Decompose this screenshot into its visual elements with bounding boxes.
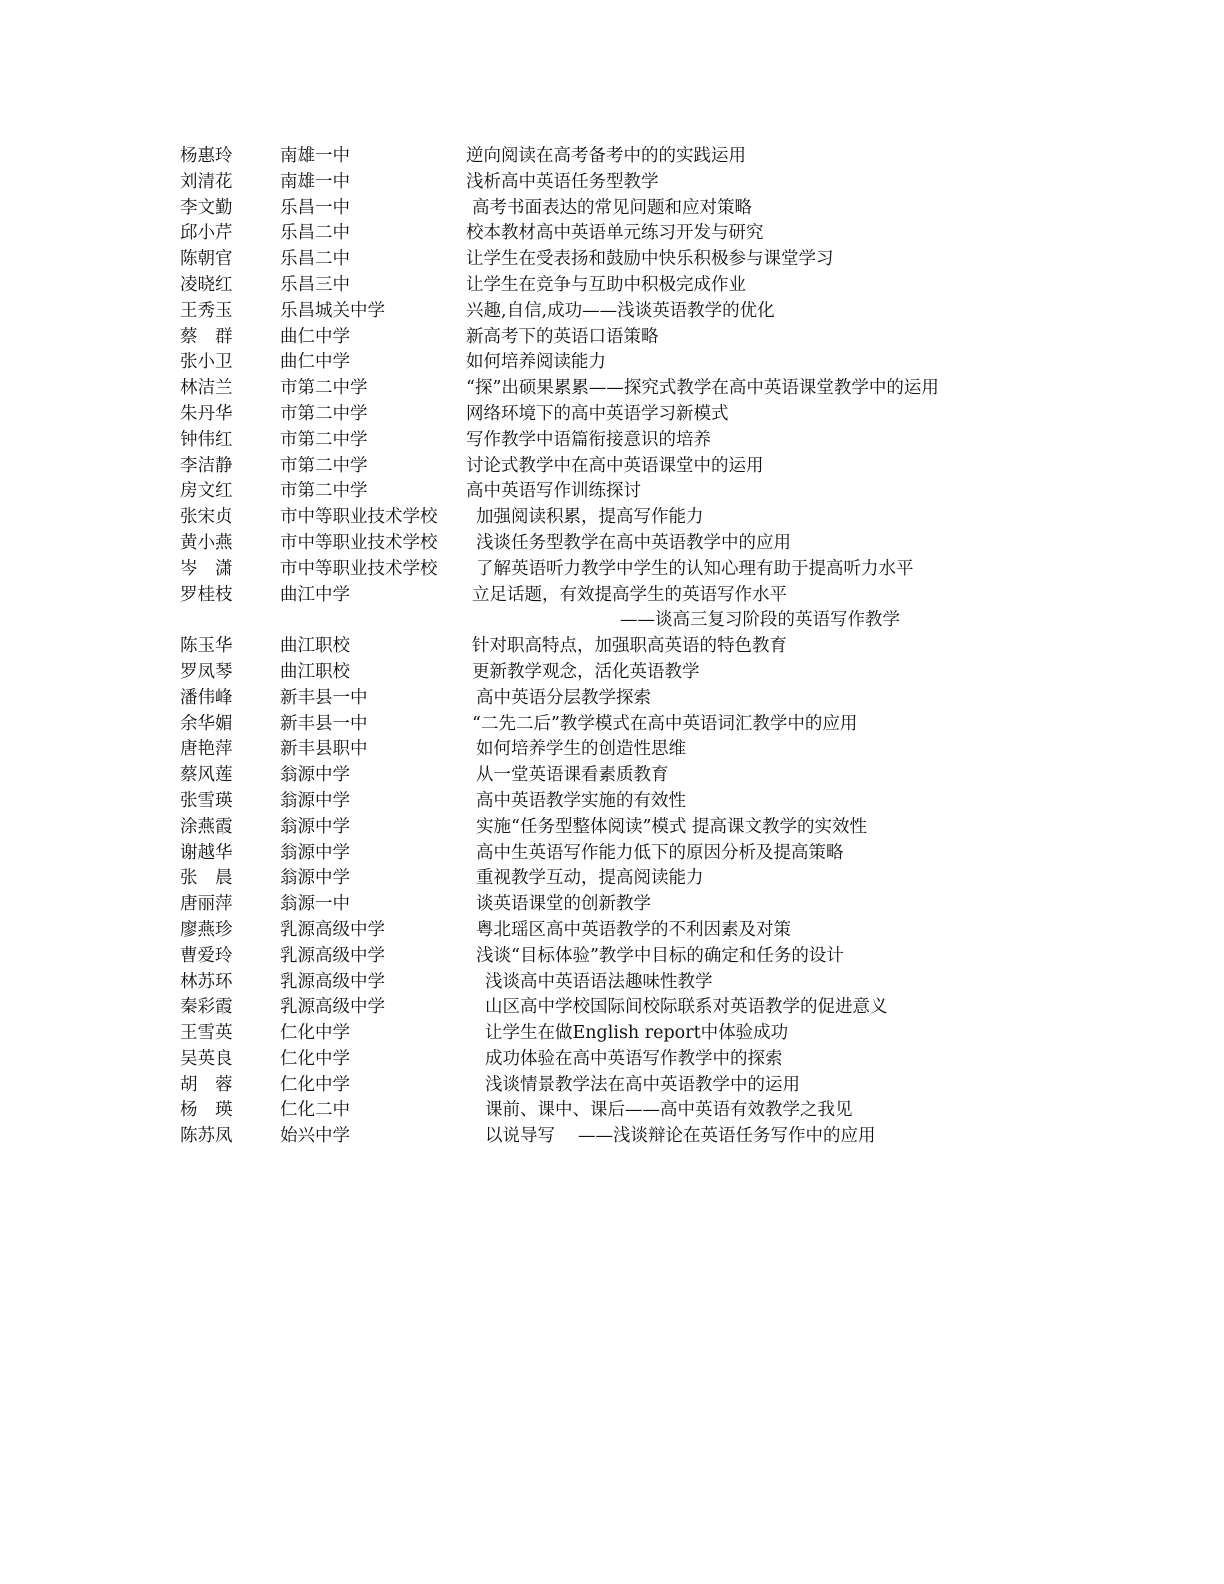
school-name: 翁源中学 bbox=[280, 765, 350, 786]
paper-title: 高中生英语写作能力低下的原因分析及提高策略 bbox=[476, 842, 844, 863]
teacher-name: 胡 蓉 bbox=[180, 1074, 233, 1095]
paper-title: 兴趣,自信,成功——浅谈英语教学的优化 bbox=[466, 300, 775, 321]
list-item bbox=[180, 221, 1080, 247]
school-name: 新丰县一中 bbox=[280, 713, 368, 734]
teacher-name: 林苏环 bbox=[180, 971, 233, 992]
paper-title: 浅析高中英语任务型教学 bbox=[466, 171, 659, 192]
paper-title: 浅谈高中英语语法趣味性教学 bbox=[485, 971, 713, 992]
teacher-name: 凌晓红 bbox=[180, 274, 233, 295]
list-item bbox=[180, 918, 1080, 944]
school-name: 市中等职业技术学校 bbox=[280, 507, 438, 528]
list-item bbox=[180, 144, 1080, 170]
school-name: 曲江中学 bbox=[280, 584, 350, 605]
paper-title: 加强阅读积累，提高写作能力 bbox=[476, 507, 704, 528]
teacher-name: 曹爱玲 bbox=[180, 945, 233, 966]
paper-title: 让学生在做English report中体验成功 bbox=[485, 1023, 789, 1044]
school-name: 曲仁中学 bbox=[280, 326, 350, 347]
teacher-name: 张宋贞 bbox=[180, 507, 233, 528]
paper-title: 立足话题，有效提高学生的英语写作水平 bbox=[472, 584, 787, 605]
document-body bbox=[180, 144, 1080, 1150]
list-item bbox=[180, 1098, 1080, 1124]
school-name: 乳源高级中学 bbox=[280, 945, 385, 966]
school-name: 曲江职校 bbox=[280, 661, 350, 682]
list-item bbox=[180, 1124, 1080, 1150]
teacher-name: 李洁静 bbox=[180, 455, 233, 476]
paper-title: 更新教学观念，活化英语教学 bbox=[472, 661, 700, 682]
list-item bbox=[180, 892, 1080, 918]
list-item bbox=[180, 1021, 1080, 1047]
paper-title: 课前、课中、课后——高中英语有效教学之我见 bbox=[485, 1100, 853, 1121]
list-item bbox=[180, 273, 1080, 299]
paper-title: 写作教学中语篇衔接意识的培养 bbox=[466, 429, 711, 450]
teacher-name: 唐丽萍 bbox=[180, 894, 233, 915]
teacher-name: 李文勤 bbox=[180, 197, 233, 218]
teacher-name: 朱丹华 bbox=[180, 403, 233, 424]
school-name: 乐昌三中 bbox=[280, 274, 350, 295]
paper-title: 校本教材高中英语单元练习开发与研究 bbox=[466, 223, 764, 244]
paper-title: 新高考下的英语口语策略 bbox=[466, 326, 659, 347]
list-item bbox=[180, 583, 1080, 609]
school-name: 市第二中学 bbox=[280, 481, 368, 502]
school-name: 乳源高级中学 bbox=[280, 971, 385, 992]
school-name: 新丰县一中 bbox=[280, 687, 368, 708]
teacher-name: 林洁兰 bbox=[180, 378, 233, 399]
teacher-name: 钟伟红 bbox=[180, 429, 233, 450]
paper-title: 浅谈“目标体验”教学中目标的确定和任务的设计 bbox=[476, 945, 844, 966]
teacher-name: 王雪英 bbox=[180, 1023, 233, 1044]
teacher-name: 廖燕珍 bbox=[180, 919, 233, 940]
teacher-name: 谢越华 bbox=[180, 842, 233, 863]
paper-title: 高中英语写作训练探讨 bbox=[466, 481, 641, 502]
school-name: 翁源一中 bbox=[280, 894, 350, 915]
list-item bbox=[180, 1073, 1080, 1099]
list-item bbox=[180, 712, 1080, 738]
paper-subtitle: ——谈高三复习阶段的英语写作教学 bbox=[620, 610, 900, 631]
teacher-name: 刘清花 bbox=[180, 171, 233, 192]
school-name: 乐昌二中 bbox=[280, 223, 350, 244]
teacher-name: 张雪瑛 bbox=[180, 790, 233, 811]
teacher-name: 张 晨 bbox=[180, 868, 233, 889]
list-item bbox=[180, 479, 1080, 505]
school-name: 乳源高级中学 bbox=[280, 919, 385, 940]
list-item bbox=[180, 1047, 1080, 1073]
list-item bbox=[180, 299, 1080, 325]
teacher-name: 唐艳萍 bbox=[180, 739, 233, 760]
paper-title: “二先二后”教学模式在高中英语词汇教学中的应用 bbox=[472, 713, 858, 734]
teacher-name: 张小卫 bbox=[180, 352, 233, 373]
list-item bbox=[180, 428, 1080, 454]
teacher-name: 杨惠玲 bbox=[180, 146, 233, 166]
school-name: 曲江职校 bbox=[280, 636, 350, 657]
list-item bbox=[180, 660, 1080, 686]
teacher-name: 岑 潇 bbox=[180, 558, 233, 579]
school-name: 仁化二中 bbox=[280, 1100, 350, 1121]
paper-title: 浅谈任务型教学在高中英语教学中的应用 bbox=[476, 532, 791, 553]
school-name: 市中等职业技术学校 bbox=[280, 532, 438, 553]
school-name: 翁源中学 bbox=[280, 816, 350, 837]
list-item bbox=[180, 531, 1080, 557]
list-item-continuation bbox=[180, 608, 1080, 634]
teacher-name: 吴英良 bbox=[180, 1048, 233, 1069]
list-item bbox=[180, 402, 1080, 428]
teacher-name: 王秀玉 bbox=[180, 300, 233, 321]
school-name: 翁源中学 bbox=[280, 842, 350, 863]
list-item bbox=[180, 815, 1080, 841]
paper-title: 从一堂英语课看素质教育 bbox=[476, 765, 669, 786]
school-name: 仁化中学 bbox=[280, 1023, 350, 1044]
school-name: 市第二中学 bbox=[280, 455, 368, 476]
paper-title: 成功体验在高中英语写作教学中的探索 bbox=[485, 1048, 783, 1069]
school-name: 乐昌一中 bbox=[280, 197, 350, 218]
school-name: 始兴中学 bbox=[280, 1126, 350, 1147]
list-item bbox=[180, 763, 1080, 789]
school-name: 乳源高级中学 bbox=[280, 997, 385, 1018]
paper-title: 让学生在竞争与互助中积极完成作业 bbox=[466, 274, 746, 295]
school-name: 市中等职业技术学校 bbox=[280, 558, 438, 579]
paper-title: 高中英语教学实施的有效性 bbox=[476, 790, 686, 811]
paper-title: 网络环境下的高中英语学习新模式 bbox=[466, 403, 729, 424]
paper-title: 以说导写 ——浅谈辩论在英语任务写作中的应用 bbox=[485, 1126, 876, 1147]
paper-title: 重视教学互动，提高阅读能力 bbox=[476, 868, 704, 889]
list-item bbox=[180, 454, 1080, 480]
teacher-name: 黄小燕 bbox=[180, 532, 233, 553]
school-name: 南雄一中 bbox=[280, 171, 350, 192]
list-item bbox=[180, 995, 1080, 1021]
teacher-name: 秦彩霞 bbox=[180, 997, 233, 1018]
list-item bbox=[180, 789, 1080, 815]
teacher-name: 陈苏凤 bbox=[180, 1126, 233, 1147]
school-name: 乐昌二中 bbox=[280, 249, 350, 270]
school-name: 翁源中学 bbox=[280, 868, 350, 889]
paper-title: 山区高中学校国际间校际联系对英语教学的促进意义 bbox=[485, 997, 888, 1018]
teacher-name: 涂燕霞 bbox=[180, 816, 233, 837]
list-item bbox=[180, 634, 1080, 660]
school-name: 翁源中学 bbox=[280, 790, 350, 811]
teacher-name: 陈玉华 bbox=[180, 636, 233, 657]
paper-title: 针对职高特点，加强职高英语的特色教育 bbox=[472, 636, 787, 657]
school-name: 仁化中学 bbox=[280, 1074, 350, 1095]
list-item bbox=[180, 686, 1080, 712]
list-item bbox=[180, 944, 1080, 970]
teacher-name: 潘伟峰 bbox=[180, 687, 233, 708]
paper-title: 实施“任务型整体阅读”模式 提高课文教学的实效性 bbox=[476, 816, 867, 837]
paper-title: 高中英语分层教学探索 bbox=[476, 687, 651, 708]
school-name: 市第二中学 bbox=[280, 403, 368, 424]
list-item bbox=[180, 970, 1080, 996]
school-name: 市第二中学 bbox=[280, 429, 368, 450]
school-name: 南雄一中 bbox=[280, 146, 350, 166]
school-name: 仁化中学 bbox=[280, 1048, 350, 1069]
list-item bbox=[180, 350, 1080, 376]
teacher-name: 蔡风莲 bbox=[180, 765, 233, 786]
paper-title: 高考书面表达的常见问题和应对策略 bbox=[472, 197, 752, 218]
teacher-name: 余华媚 bbox=[180, 713, 233, 734]
teacher-name: 邱小芹 bbox=[180, 223, 233, 244]
paper-title: 了解英语听力教学中学生的认知心理有助于提高听力水平 bbox=[476, 558, 914, 579]
list-item bbox=[180, 196, 1080, 222]
paper-title: 让学生在受表扬和鼓励中快乐积极参与课堂学习 bbox=[466, 249, 834, 270]
teacher-name: 房文红 bbox=[180, 481, 233, 502]
list-item bbox=[180, 557, 1080, 583]
list-item bbox=[180, 866, 1080, 892]
list-item bbox=[180, 841, 1080, 867]
paper-title: 如何培养学生的创造性思维 bbox=[476, 739, 686, 760]
paper-title: 浅谈情景教学法在高中英语教学中的运用 bbox=[485, 1074, 800, 1095]
teacher-name: 罗桂枝 bbox=[180, 584, 233, 605]
teacher-name: 罗凤琴 bbox=[180, 661, 233, 682]
list-item bbox=[180, 247, 1080, 273]
paper-title: “探”出硕果累累——探究式教学在高中英语课堂教学中的运用 bbox=[466, 378, 939, 399]
teacher-name: 杨 瑛 bbox=[180, 1100, 233, 1121]
school-name: 市第二中学 bbox=[280, 378, 368, 399]
list-item bbox=[180, 737, 1080, 763]
list-item bbox=[180, 325, 1080, 351]
paper-title: 逆向阅读在高考备考中的的实践运用 bbox=[466, 146, 746, 166]
teacher-name: 陈朝官 bbox=[180, 249, 233, 270]
teacher-name: 蔡 群 bbox=[180, 326, 233, 347]
paper-title: 谈英语课堂的创新教学 bbox=[476, 894, 651, 915]
list-item bbox=[180, 170, 1080, 196]
school-name: 曲仁中学 bbox=[280, 352, 350, 373]
paper-title: 粤北瑶区高中英语教学的不利因素及对策 bbox=[476, 919, 791, 940]
school-name: 新丰县职中 bbox=[280, 739, 368, 760]
paper-title: 如何培养阅读能力 bbox=[466, 352, 606, 373]
list-item bbox=[180, 376, 1080, 402]
paper-title: 讨论式教学中在高中英语课堂中的运用 bbox=[466, 455, 764, 476]
school-name: 乐昌城关中学 bbox=[280, 300, 385, 321]
list-item bbox=[180, 505, 1080, 531]
